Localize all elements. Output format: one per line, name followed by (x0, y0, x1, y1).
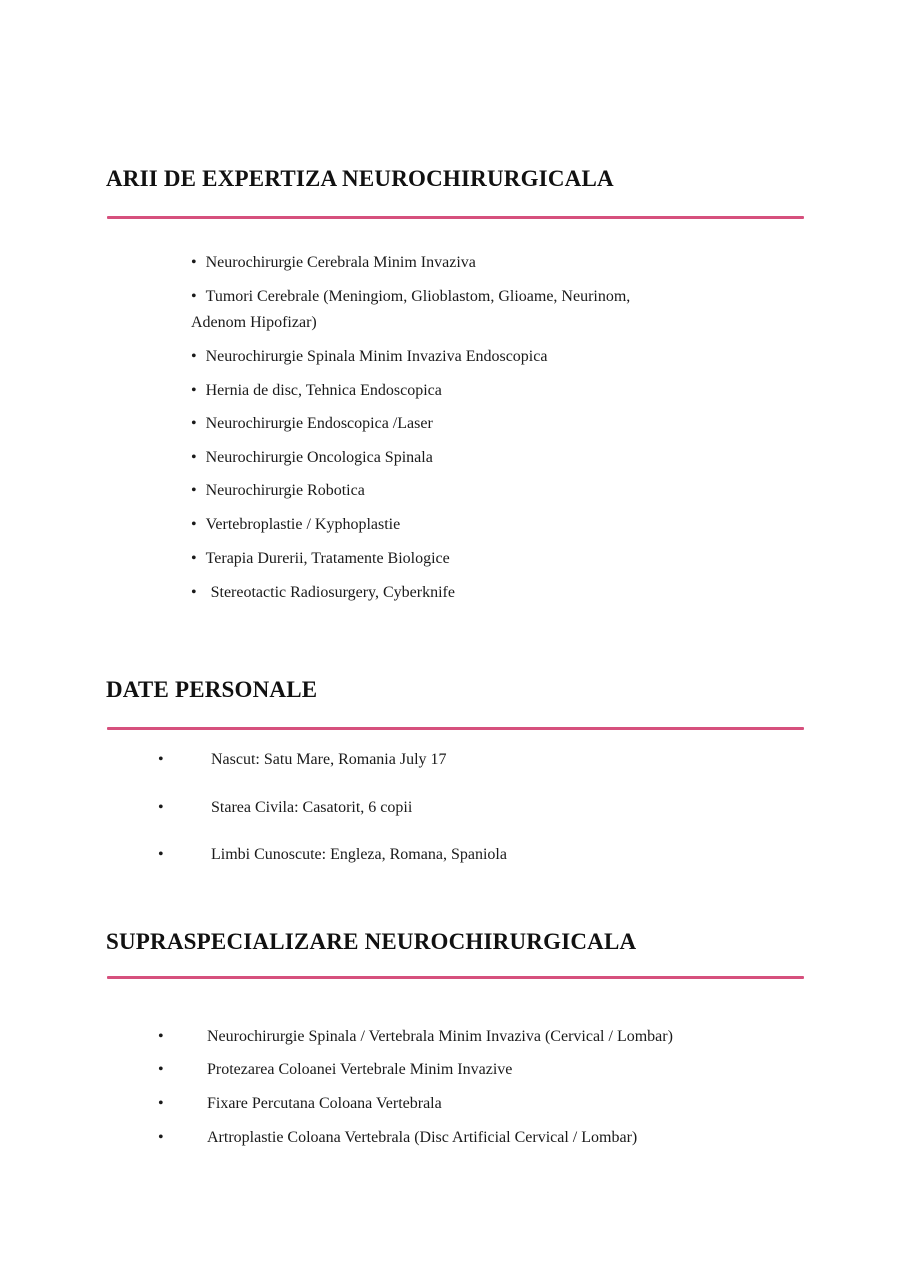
list-item-text: Neurochirurgie Endoscopica /Laser (205, 415, 433, 432)
bullet-icon: • (158, 1129, 164, 1146)
bullet-icon: • (158, 799, 164, 816)
list-item-text: Neurochirurgie Spinala Minim Invaziva Endoscopica (205, 348, 548, 365)
list-item (191, 512, 400, 538)
list-item-text: Neurochirurgie Cerebrala Minim Invaziva (205, 254, 476, 271)
list-item-text: Vertebroplastie / Kyphoplastie (205, 516, 401, 533)
bullet-icon: • (158, 846, 164, 863)
list-item (191, 445, 433, 471)
section-title-personal: DATE PERSONALE (106, 677, 318, 702)
personal-languages: Limbi Cunoscute: Engleza, Romana, Spaniola (211, 846, 507, 863)
section-title-expertise: ARII DE EXPERTIZA NEUROCHIRURGICALA (106, 166, 614, 191)
bullet-icon: • (158, 1028, 164, 1045)
bullet-icon: • (191, 348, 197, 365)
section-divider-expertise (107, 216, 804, 219)
bullet-icon: • (191, 382, 197, 399)
list-item (191, 250, 476, 276)
list-item-continuation: Adenom Hipofizar) (191, 314, 317, 331)
bullet-icon: • (191, 550, 197, 567)
list-item-text: Tumori Cerebrale (Meningiom, Glioblastom, Glioame, Neurinom, (205, 288, 631, 305)
list-item-text: Neurochirurgie Robotica (205, 482, 365, 499)
bullet-icon: • (191, 584, 197, 601)
bullet-icon: • (158, 1095, 164, 1112)
bullet-icon: • (191, 449, 197, 466)
list-item: Protezarea Coloanei Vertebrale Minim Invazive (207, 1061, 513, 1078)
list-item: Neurochirurgie Spinala / Vertebrala Minim Invaziva (Cervical / Lombar) (207, 1028, 673, 1045)
section-divider-supra (107, 976, 804, 979)
list-item-text: Hernia de disc, Tehnica Endoscopica (205, 382, 442, 399)
section-title-supra: SUPRASPECIALIZARE NEUROCHIRURGICALA (106, 929, 637, 954)
list-item-text: Neurochirurgie Oncologica Spinala (205, 449, 433, 466)
list-item (191, 478, 365, 504)
list-item (191, 284, 630, 310)
personal-marital-status: Starea Civila: Casatorit, 6 copii (211, 799, 413, 816)
list-item (191, 344, 547, 370)
list-item (191, 411, 433, 437)
bullet-icon: • (191, 516, 197, 533)
bullet-icon: • (191, 288, 197, 305)
bullet-icon: • (191, 415, 197, 432)
list-item: Fixare Percutana Coloana Vertebrala (207, 1095, 442, 1112)
list-item (191, 546, 450, 572)
personal-birth: Nascut: Satu Mare, Romania July 17 (211, 751, 447, 768)
bullet-icon: • (158, 751, 164, 768)
bullet-icon: • (191, 482, 197, 499)
list-item-text: Terapia Durerii, Tratamente Biologice (205, 550, 450, 567)
list-item-text: Stereotactic Radiosurgery, Cyberknife (210, 584, 455, 601)
list-item (191, 378, 442, 404)
section-divider-personal (107, 727, 804, 730)
bullet-icon: • (158, 1061, 164, 1078)
list-item: Artroplastie Coloana Vertebrala (Disc Artificial Cervical / Lombar) (207, 1129, 638, 1146)
list-item (191, 580, 455, 606)
bullet-icon: • (191, 254, 197, 271)
